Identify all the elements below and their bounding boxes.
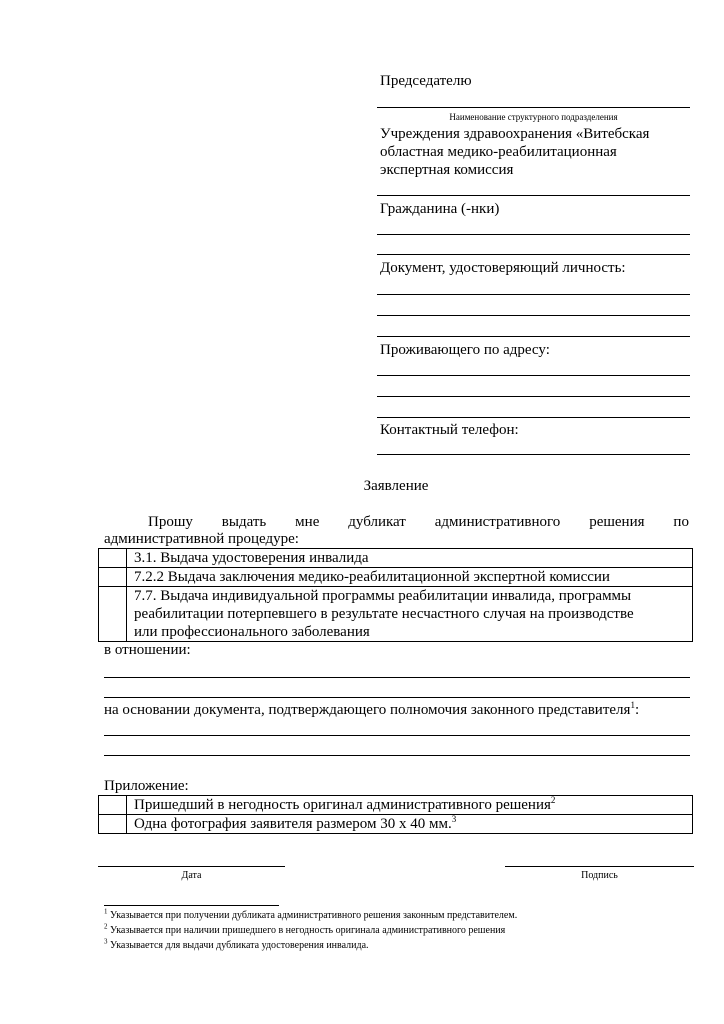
attachments-label: Приложение: bbox=[104, 778, 189, 794]
phone-fill-line[interactable] bbox=[377, 454, 690, 455]
regarding-fill-line-1[interactable] bbox=[104, 677, 690, 678]
request-word: выдать bbox=[221, 514, 267, 530]
org-fill-line[interactable] bbox=[377, 195, 690, 196]
address-fill-line-2[interactable] bbox=[377, 396, 690, 397]
request-word: решения bbox=[589, 514, 645, 530]
procedures-table bbox=[98, 548, 693, 642]
signature-label: Подпись bbox=[581, 870, 618, 881]
procedure-row[interactable] bbox=[99, 568, 693, 587]
footnote-1: $^1$ Указывается при получении дубликата административного решения законным представителем. bbox=[104, 907, 518, 921]
date-fill-line[interactable] bbox=[98, 866, 285, 867]
request-word: дубликат bbox=[348, 514, 406, 530]
citizen-fill-line-1[interactable] bbox=[377, 234, 690, 235]
procedure-text: 3.1. Выдача удостоверения инвалида bbox=[127, 549, 693, 568]
org-line-3: экспертная комиссия bbox=[380, 162, 514, 178]
request-line-1 bbox=[148, 513, 689, 531]
org-name-line bbox=[377, 107, 690, 108]
attachment-row[interactable] bbox=[99, 796, 693, 815]
org-line-1: Учреждения здравоохранения «Витебская bbox=[380, 126, 650, 142]
citizen-fill-line-2[interactable] bbox=[377, 254, 690, 255]
procedure-row[interactable] bbox=[99, 549, 693, 568]
procedure-text: 7.7. Выдача индивидуальной программы реабилитации инвалида, программы реабилитации потерпевшего в результате несчастного случая на производстве или профессионального заболевания bbox=[127, 587, 693, 642]
regarding-fill-line-2[interactable] bbox=[104, 697, 690, 698]
org-line-2: областная медико-реабилитационная bbox=[380, 144, 617, 160]
request-line-2: административной процедуре: bbox=[104, 531, 299, 547]
footnote-2: $^2$ Указывается при наличии пришедшего в негодность оригинала административного решения bbox=[104, 922, 506, 936]
regarding-label: в отношении: bbox=[104, 642, 191, 658]
basis-label: на основании документа, подтверждающего полномочия законного представителя$^1$: bbox=[104, 700, 640, 718]
id-doc-fill-line-1[interactable] bbox=[377, 294, 690, 295]
attachment-text: Пришедший в негодность оригинал административного решения$^2$ bbox=[127, 796, 693, 815]
procedure-row[interactable] bbox=[99, 587, 693, 642]
request-word: по bbox=[673, 514, 689, 530]
address-label: Проживающего по адресу: bbox=[380, 342, 550, 358]
id-doc-fill-line-2[interactable] bbox=[377, 315, 690, 316]
citizen-label: Гражданина (-нки) bbox=[380, 201, 500, 217]
address-fill-line-3[interactable] bbox=[377, 417, 690, 418]
footnote-separator bbox=[104, 905, 279, 906]
footnote-mark: 3 bbox=[451, 814, 457, 824]
procedure-checkbox[interactable] bbox=[99, 549, 127, 568]
footnote-mark: 1 bbox=[630, 700, 635, 710]
request-word: мне bbox=[295, 514, 320, 530]
procedure-checkbox[interactable] bbox=[99, 587, 127, 642]
procedure-checkbox[interactable] bbox=[99, 568, 127, 587]
request-word: Прошу bbox=[148, 514, 193, 530]
address-fill-line-1[interactable] bbox=[377, 375, 690, 376]
basis-fill-line-2[interactable] bbox=[104, 755, 690, 756]
attachment-checkbox[interactable] bbox=[99, 796, 127, 815]
id-doc-label: Документ, удостоверяющий личность: bbox=[380, 260, 626, 276]
procedure-text: 7.2.2 Выдача заключения медико-реабилитационной экспертной комиссии bbox=[127, 568, 693, 587]
basis-fill-line-1[interactable] bbox=[104, 735, 690, 736]
date-label: Дата bbox=[181, 870, 202, 881]
id-doc-fill-line-3[interactable] bbox=[377, 336, 690, 337]
attachments-table bbox=[98, 795, 693, 834]
footnote-3: $^3$ Указывается для выдачи дубликата удостоверения инвалида. bbox=[104, 937, 369, 951]
attachment-checkbox[interactable] bbox=[99, 815, 127, 834]
org-caption: Наименование структурного подразделения bbox=[449, 112, 618, 122]
addressee-label: Председателю bbox=[380, 73, 472, 89]
document-title: Заявление bbox=[363, 478, 429, 494]
signature-fill-line[interactable] bbox=[505, 866, 694, 867]
attachment-row[interactable] bbox=[99, 815, 693, 834]
phone-label: Контактный телефон: bbox=[380, 422, 519, 438]
request-word: административного bbox=[434, 514, 561, 530]
attachment-text: Одна фотография заявителя размером 30 х 40 мм.$^3$ bbox=[127, 815, 693, 834]
footnote-mark: 2 bbox=[550, 795, 556, 805]
